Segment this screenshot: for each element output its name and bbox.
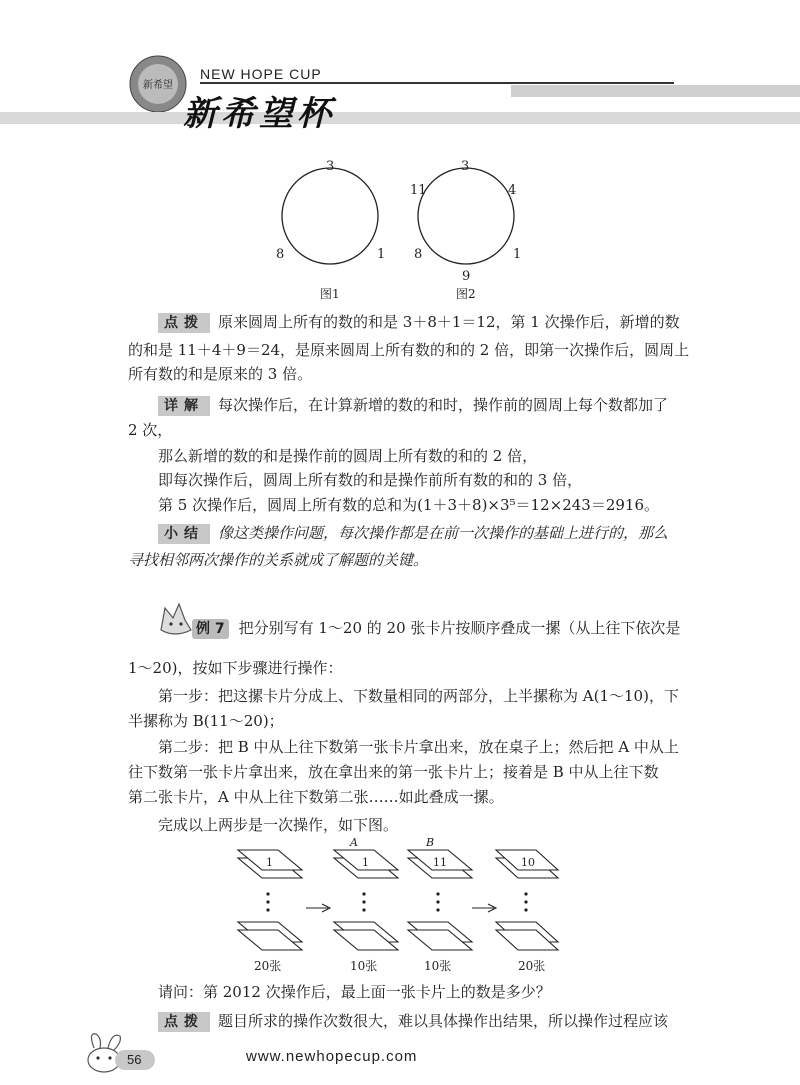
hint2-tag: 点拨 [158, 1012, 210, 1032]
summary-line-1: 小结 像这类操作问题，每次操作都是在前一次操作的基础上进行的，那么 [158, 523, 668, 544]
summary-tag: 小结 [158, 524, 210, 544]
arrow-right-icon-2 [472, 904, 496, 912]
example7-line-6: 往下数第一张卡片拿出来，放在拿出来的第一张卡片上；接着是 B 中从上往下数 [128, 763, 659, 781]
hint2-line: 点拨 题目所求的操作次数很大，难以具体操作出结果，所以操作过程应该 [158, 1011, 668, 1032]
footer-url: www.newhopecup.com [246, 1048, 418, 1065]
fig1-right: 1 [377, 247, 386, 262]
fig1-caption: 图1 [320, 287, 340, 301]
example7-line-2: 1～20)，按如下步骤进行操作： [128, 659, 343, 677]
fig2-bottom: 9 [462, 269, 471, 284]
hint1-tag: 点拨 [158, 313, 210, 333]
header-grey-band-lower [0, 112, 800, 124]
fig2-top: 3 [461, 159, 470, 174]
figure-2 [410, 159, 521, 301]
header-grey-band [511, 85, 800, 97]
cards-operation-figure [230, 838, 560, 978]
detail-line-3: 那么新增的数的和是操作前的圆周上所有数的和的 2 倍， [158, 447, 538, 465]
detail-line-2: 2 次， [128, 421, 173, 439]
stack2-top-card: 1 [362, 856, 369, 869]
card-stack-4 [496, 850, 558, 973]
stack4-top-card: 10 [521, 856, 535, 869]
example7-line-1: 例 7 把分别写有 1～20 的 20 张卡片按顺序叠成一摞（从上往下依次是 [192, 618, 680, 639]
figure-1 [276, 159, 385, 301]
example7-line-7: 第二张卡片，A 中从上往下数第二张……如此叠成一摞。 [128, 788, 504, 806]
example7-line-8: 完成以上两步是一次操作，如下图。 [158, 816, 399, 834]
fig2-right: 1 [513, 247, 522, 262]
stack2-header: A [350, 838, 358, 849]
example7-label: 例 7 [192, 619, 229, 639]
arrow-right-icon [306, 904, 330, 912]
example7-line-4: 半摞称为 B(11～20)； [128, 712, 284, 730]
fig2-upper-right: 4 [508, 183, 517, 198]
stack3-caption: 10张 [424, 959, 452, 973]
card-stack-1 [238, 850, 302, 973]
hint1-line-3: 所有数的和是原来的 3 倍。 [128, 365, 313, 383]
fig2-left: 8 [414, 247, 423, 262]
example7-line-3: 第一步：把这摞卡片分成上、下数量相同的两部分，上半摞称为 A(1～10)，下 [158, 687, 679, 705]
detail-line-5: 第 5 次操作后，圆周上所有数的总和为(1＋3＋8)×3⁵＝12×243＝2916。 [158, 496, 660, 514]
stack3-top-card: 11 [433, 856, 447, 869]
fig2-caption: 图2 [456, 287, 476, 301]
circle-figures [270, 150, 530, 310]
summary-line-2: 寻找相邻两次操作的关系就成了解题的关键。 [128, 551, 429, 569]
example7-line-5: 第二步：把 B 中从上往下数第一张卡片拿出来，放在桌子上；然后把 A 中从上 [158, 738, 679, 756]
page-number: 56 [115, 1050, 155, 1070]
header-english-title: NEW HOPE CUP [200, 66, 322, 82]
fig2-upper-left: 11 [410, 183, 427, 198]
new-hope-cup-logo [128, 54, 188, 114]
question: 请问：第 2012 次操作后，最上面一张卡片上的数是多少？ [158, 983, 551, 1001]
detail-line-1: 详解 每次操作后，在计算新增的数的和时，操作前的圆周上每个数都加了 [158, 395, 668, 416]
stack3-header: B [426, 838, 435, 849]
stack1-top-card: 1 [266, 856, 273, 869]
detail-tag: 详解 [158, 396, 210, 416]
stack4-caption: 20张 [518, 959, 546, 973]
header-rule [200, 82, 674, 84]
hint1-line-2: 的和是 11＋4＋9＝24，是原来圆周上所有数的和的 2 倍，即第一次操作后，圆周上 [128, 341, 690, 359]
card-stack-3 [408, 838, 472, 973]
fox-mascot-icon [155, 600, 195, 638]
fig1-top: 3 [326, 159, 335, 174]
stack1-caption: 20张 [254, 959, 282, 973]
logo-text: 新希望 [143, 80, 173, 91]
fig1-left: 8 [276, 247, 285, 262]
header-chinese-title: 新希望杯 [183, 94, 335, 134]
card-stack-2 [334, 838, 398, 973]
stack2-caption: 10张 [350, 959, 378, 973]
detail-line-4: 即每次操作后，圆周上所有数的和是操作前所有数的和的 3 倍， [158, 471, 583, 489]
hint1-line-1: 点拨 原来圆周上所有的数的和是 3＋8＋1＝12，第 1 次操作后，新增的数 [158, 312, 680, 333]
